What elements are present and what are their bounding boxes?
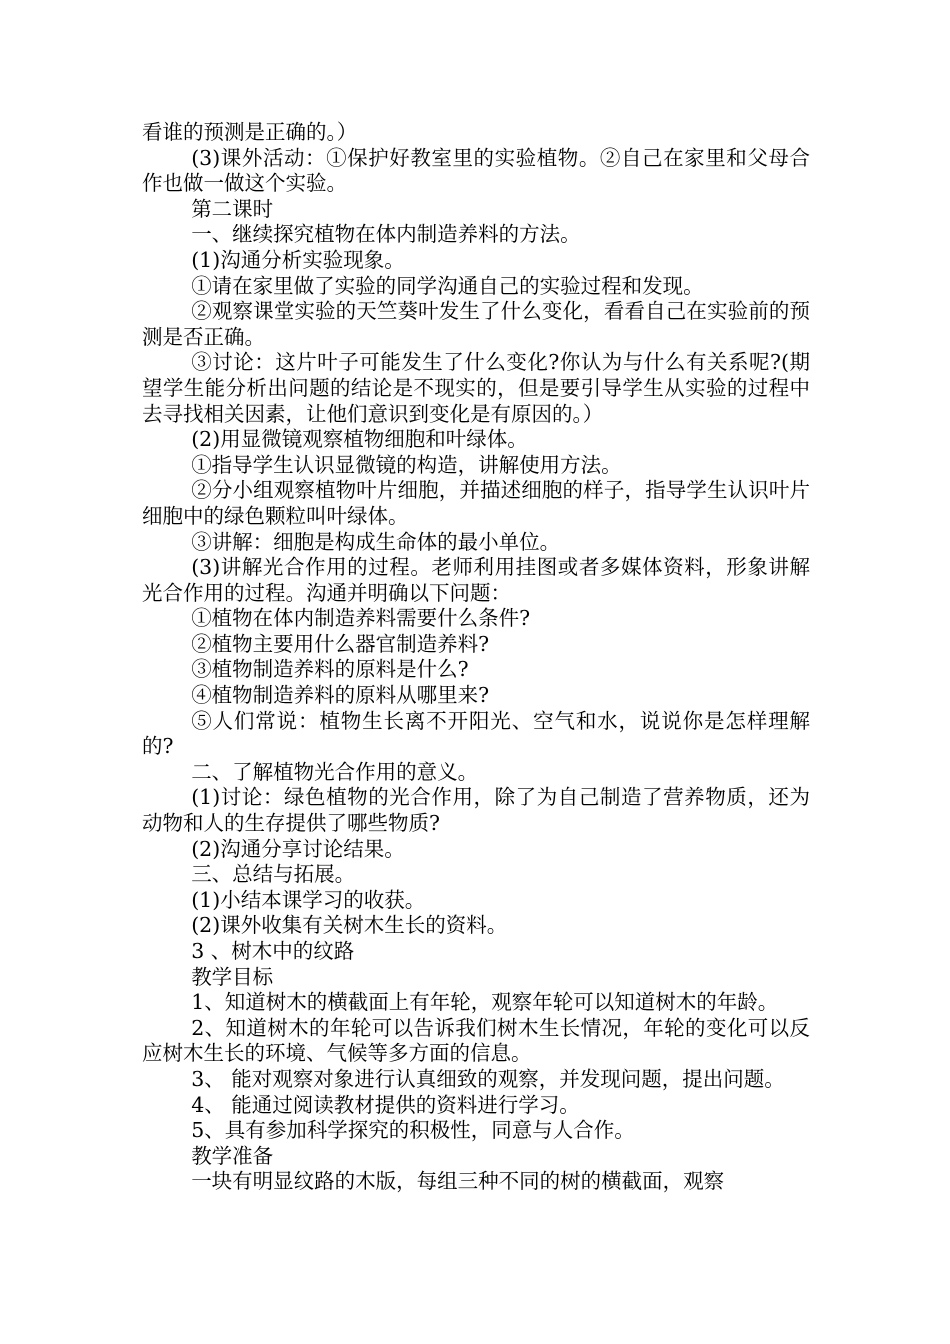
paragraph: 一、继续探究植物在体内制造养料的方法。 xyxy=(191,222,581,247)
paragraph: ⑤人们常说：植物生长离不开阳光、空气和水，说说你是怎样理解的? xyxy=(142,708,810,759)
paragraph: (2)课外收集有关树木生长的资料。 xyxy=(191,913,508,938)
paragraph: (3)讲解光合作用的过程。老师利用挂图或者多媒体资料，形象讲解光合作用的过程。沟通并明确以下问题： xyxy=(142,555,810,605)
paragraph: ①请在家里做了实验的同学沟通自己的实验过程和发现。 xyxy=(191,273,704,298)
paragraph: 3、 能对观察对象进行认真细致的观察，并发现问题，提出问题。 xyxy=(191,1066,785,1091)
paragraph: ②分小组观察植物叶片细胞，并描述细胞的样子，指导学生认识叶片细胞中的绿色颗粒叫叶绿体。 xyxy=(142,478,810,528)
document-body xyxy=(142,120,810,1195)
paragraph: 二、了解植物光合作用的意义。 xyxy=(191,759,479,784)
paragraph: 一块有明显纹路的木版，每组三种不同的树的横截面，观察 xyxy=(191,1169,725,1194)
paragraph: ①指导学生认识显微镜的构造，讲解使用方法。 xyxy=(191,452,622,477)
paragraph: ②观察课堂实验的天竺葵叶发生了什么变化，看看自己在实验前的预测是否正确。 xyxy=(142,299,810,349)
paragraph: ④植物制造养料的原料从哪里来? xyxy=(191,683,490,708)
paragraph: (1)沟通分析实验现象。 xyxy=(191,247,405,272)
paragraph: (1)讨论：绿色植物的光合作用，除了为自己制造了营养物质，还为动物和人的生存提供了哪些物质? xyxy=(142,785,810,836)
paragraph: ②植物主要用什么器官制造养料? xyxy=(191,631,490,656)
paragraph: ③讲解：细胞是构成生命体的最小单位。 xyxy=(191,529,561,554)
paragraph: 4、 能通过阅读教材提供的资料进行学习。 xyxy=(191,1092,580,1117)
section-heading: 教学准备 xyxy=(191,1143,274,1168)
paragraph: 2、知道树木的年轮可以告诉我们树木生长情况，年轮的变化可以反应树木生长的环境、气候等多方面的信息。 xyxy=(142,1015,810,1066)
paragraph: (2)沟通分享讨论结果。 xyxy=(191,836,405,861)
paragraph: (1)小结本课学习的收获。 xyxy=(191,887,426,912)
paragraph: ③讨论：这片叶子可能发生了什么变化?你认为与什么有关系呢?(期望学生能分析出问题的结论是不现实的，但是要引导学生从实验的过程中去寻找相关因素，让他们意识到变化是有原因的。） xyxy=(142,350,810,426)
section-heading: 教学目标 xyxy=(191,964,274,989)
section-heading: 3 、树木中的纹路 xyxy=(191,939,355,963)
paragraph: (3)课外活动：①保护好教室里的实验植物。②自己在家里和父母合作也做一做这个实验。 xyxy=(142,145,810,196)
paragraph: 看谁的预测是正确的。） xyxy=(142,120,358,144)
paragraph: ①植物在体内制造养料需要什么条件? xyxy=(191,606,531,631)
paragraph: ③植物制造养料的原料是什么? xyxy=(191,657,469,682)
paragraph: 1、知道树木的横截面上有年轮，观察年轮可以知道树木的年龄。 xyxy=(191,990,779,1015)
paragraph: 三、总结与拓展。 xyxy=(191,862,356,887)
paragraph: 5、具有参加科学探究的积极性，同意与人合作。 xyxy=(191,1118,635,1143)
section-heading: 第二课时 xyxy=(191,196,274,221)
paragraph: (2)用显微镜观察植物细胞和叶绿体。 xyxy=(191,427,528,452)
